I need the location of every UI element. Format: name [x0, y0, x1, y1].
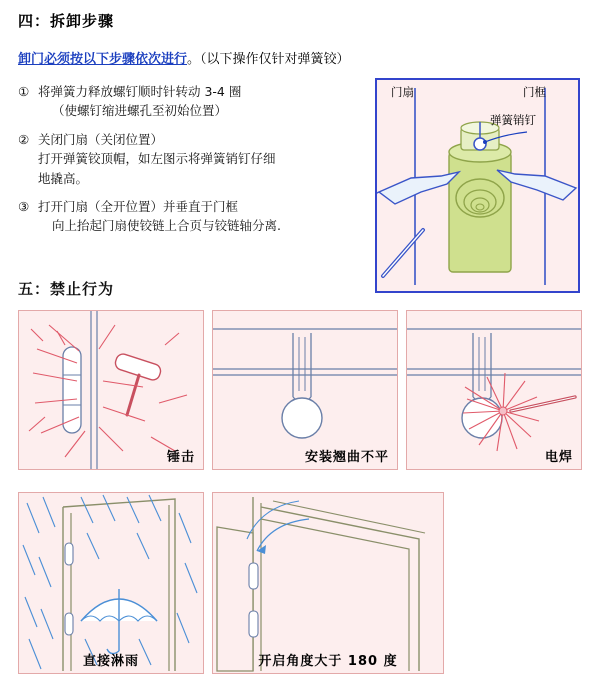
step-text	[38, 130, 368, 188]
step-line: 打开弹簧铰顶帽，如左图示将弹簧销钉仔细	[38, 151, 276, 167]
panel-caption: 锤击	[166, 450, 195, 465]
step-line: 地撬高。	[38, 170, 89, 186]
overopen-angle-icon	[213, 493, 443, 673]
diagram-label-door-leaf: 门扇	[391, 85, 414, 99]
step-text	[38, 82, 368, 121]
step-line: 打开门扇（全开位置）并垂直于门框	[38, 198, 239, 214]
section-4-lead-rest: 。（以下操作仅针对弹簧铰）	[187, 52, 350, 67]
step-number: ②	[18, 131, 30, 147]
section-4-title: 四：拆卸步骤	[18, 12, 115, 30]
panel-caption: 电焊	[544, 450, 573, 465]
step-line: 将弹簧力释放螺钉顺时针转动 3-4 圈	[38, 84, 242, 99]
step-line: 关闭门扇（关闭位置）	[38, 131, 164, 147]
prohibition-panel-rain	[18, 492, 204, 674]
step-number: ①	[18, 84, 30, 99]
step-text	[38, 197, 368, 236]
panel-caption: 安装翘曲不平	[304, 450, 389, 465]
prohibition-panel-warped	[212, 310, 398, 470]
step-number: ③	[18, 198, 30, 214]
prohibition-panel-overopen	[212, 492, 444, 674]
section-4-steps	[18, 82, 368, 245]
prohibition-panel-welding	[406, 310, 582, 470]
rain-exposure-icon	[19, 493, 203, 673]
hinge-diagram-svg	[377, 80, 578, 291]
panel-caption: 开启角度大于 180 度	[258, 654, 398, 669]
step-line: 向上抬起门扇使铰链上合页与铰链轴分离.	[52, 218, 281, 234]
diagram-label-door-frame: 门框	[523, 85, 546, 99]
step-line: （使螺钉缩进螺孔至初始位置）	[52, 103, 228, 119]
prohibition-panel-hammer	[18, 310, 204, 470]
step-item	[18, 130, 368, 188]
panel-caption: 直接淋雨	[82, 654, 139, 669]
step-item	[18, 82, 368, 121]
section-5-title: 五：禁止行为	[18, 280, 115, 298]
step-item	[18, 197, 368, 236]
diagram-label-spring-pin: 弹簧销钉	[490, 113, 536, 127]
hinge-disassembly-diagram	[375, 78, 580, 293]
section-4-lead-underlined: 卸门必须按以下步骤依次进行	[18, 52, 188, 67]
section-4-lead	[18, 48, 350, 67]
